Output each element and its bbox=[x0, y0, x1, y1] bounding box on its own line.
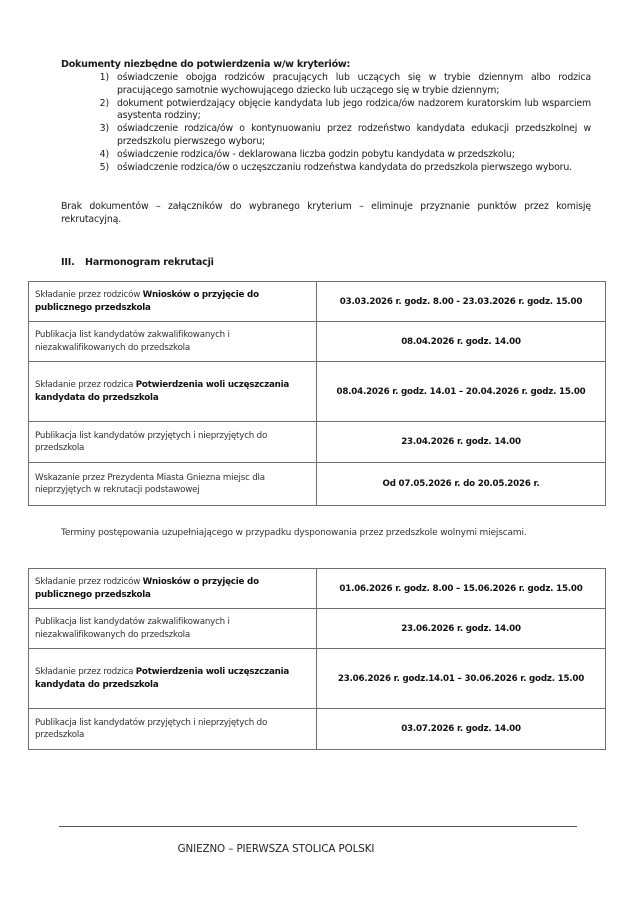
table-cell-description bbox=[29, 569, 317, 609]
table-cell-description bbox=[29, 322, 317, 362]
table-cell-date: Od 07.05.2026 r. do 20.05.2026 r. bbox=[317, 463, 606, 506]
schedule-supplementary-table bbox=[28, 568, 606, 750]
footer-divider bbox=[59, 826, 577, 827]
table-row bbox=[29, 422, 606, 463]
table-row bbox=[29, 609, 606, 649]
list-item bbox=[61, 123, 591, 149]
description-text: Składanie przez rodzica bbox=[35, 380, 136, 391]
list-number: 2) bbox=[99, 97, 109, 109]
table-row bbox=[29, 649, 606, 709]
documents-heading: Dokumenty niezbędne do potwierdzenia w/w kryteriów: bbox=[61, 59, 351, 70]
description-text: Składanie przez rodzica bbox=[35, 667, 136, 678]
table-cell-description bbox=[29, 422, 317, 463]
list-item-text: oświadczenie obojga rodziców pracujących lub uczących się w trybie dziennym albo rodzica pracującego samotnie wychowującego dziecko lub uczącego się w trybie dziennym; bbox=[117, 72, 591, 96]
description-bold: Potwierdzenia woli uczęszczania kandydata do przedszkola bbox=[35, 667, 290, 690]
list-item bbox=[61, 149, 591, 162]
table-cell-date: 23.06.2026 r. godz.14.01 – 30.06.2026 r. godz. 15.00 bbox=[317, 649, 606, 709]
table-cell-description bbox=[29, 362, 317, 422]
section-title bbox=[61, 257, 214, 268]
table-cell-date: 08.04.2026 r. godz. 14.00 bbox=[317, 322, 606, 362]
description-text: Składanie przez rodziców bbox=[35, 290, 143, 301]
documents-list bbox=[61, 72, 591, 174]
table-cell-description bbox=[29, 609, 317, 649]
documents-note: Brak dokumentów – załączników do wybranego kryterium – eliminuje przyznanie punktów przez komisję rekrutacyjną. bbox=[61, 201, 591, 225]
description-text: Publikacja list kandydatów przyjętych i nieprzyjętych do przedszkola bbox=[35, 430, 268, 453]
description-bold: Potwierdzenia woli uczęszczania kandydata do przedszkola bbox=[35, 380, 290, 403]
description-bold: Wniosków o przyjęcie do publicznego przedszkola bbox=[35, 290, 259, 313]
list-number: 1) bbox=[99, 72, 109, 83]
table-cell-date: 23.04.2026 r. godz. 14.00 bbox=[317, 422, 606, 463]
table-cell-description bbox=[29, 463, 317, 506]
table-cell-description bbox=[29, 709, 317, 750]
description-text: Publikacja list kandydatów przyjętych i nieprzyjętych do przedszkola bbox=[35, 717, 268, 740]
list-item bbox=[61, 72, 591, 98]
description-text: Publikacja list kandydatów zakwalifikowanych i niezakwalifikowanych do przedszkola bbox=[35, 617, 230, 640]
table-row bbox=[29, 322, 606, 362]
table-row bbox=[29, 362, 606, 422]
list-number: 3) bbox=[99, 123, 109, 135]
description-bold: Wniosków o przyjęcie do publicznego przedszkola bbox=[35, 577, 259, 600]
list-number: 5) bbox=[99, 161, 109, 173]
schedule-main-table bbox=[28, 281, 606, 506]
description-text: Wskazanie przez Prezydenta Miasta Gniezna miejsc dla nieprzyjętych w rekrutacji podstawowej bbox=[35, 472, 265, 495]
supplementary-note: Terminy postępowania uzupełniającego w przypadku dysponowania przez przedszkole wolnymi miejscami. bbox=[61, 528, 527, 538]
description-text: Publikacja list kandydatów zakwalifikowanych i niezakwalifikowanych do przedszkola bbox=[35, 330, 230, 353]
list-number: 4) bbox=[99, 148, 109, 160]
list-item-text: oświadczenie rodzica/ów - deklarowana liczba godzin pobytu kandydata w przedszkolu; bbox=[117, 148, 515, 160]
description-text: Składanie przez rodziców bbox=[35, 577, 143, 588]
table-cell-date: 23.06.2026 r. godz. 14.00 bbox=[317, 609, 606, 649]
table-cell-date: 01.06.2026 r. godz. 8.00 – 15.06.2026 r. godz. 15.00 bbox=[317, 569, 606, 609]
list-item-text: oświadczenie rodzica/ów o kontynuowaniu przez rodzeństwo kandydata edukacji przedszkolnej w przedszkolu pierwszego wyboru; bbox=[117, 123, 591, 147]
list-item bbox=[61, 98, 591, 124]
table-cell-date: 03.07.2026 r. godz. 14.00 bbox=[317, 709, 606, 750]
table-cell-date: 03.03.2026 r. godz. 8.00 - 23.03.2026 r. godz. 15.00 bbox=[317, 282, 606, 322]
section-title-text: Harmonogram rekrutacji bbox=[85, 257, 214, 268]
list-item-text: oświadczenie rodzica/ów o uczęszczaniu rodzeństwa kandydata do przedszkola pierwszego wyboru. bbox=[117, 161, 572, 173]
table-row bbox=[29, 282, 606, 322]
table-row bbox=[29, 463, 606, 506]
table-row bbox=[29, 709, 606, 750]
table-row bbox=[29, 569, 606, 609]
list-item bbox=[61, 162, 591, 175]
section-number: III. bbox=[61, 257, 75, 268]
table-cell-description bbox=[29, 649, 317, 709]
table-cell-date: 08.04.2026 r. godz. 14.01 – 20.04.2026 r. godz. 15.00 bbox=[317, 362, 606, 422]
table-cell-description bbox=[29, 282, 317, 322]
list-item-text: dokument potwierdzający objęcie kandydata lub jego rodzica/ów nadzorem kuratorskim lub wsparciem asystenta rodziny; bbox=[117, 97, 591, 122]
footer-text: GNIEZNO – PIERWSZA STOLICA POLSKI bbox=[177, 843, 375, 855]
